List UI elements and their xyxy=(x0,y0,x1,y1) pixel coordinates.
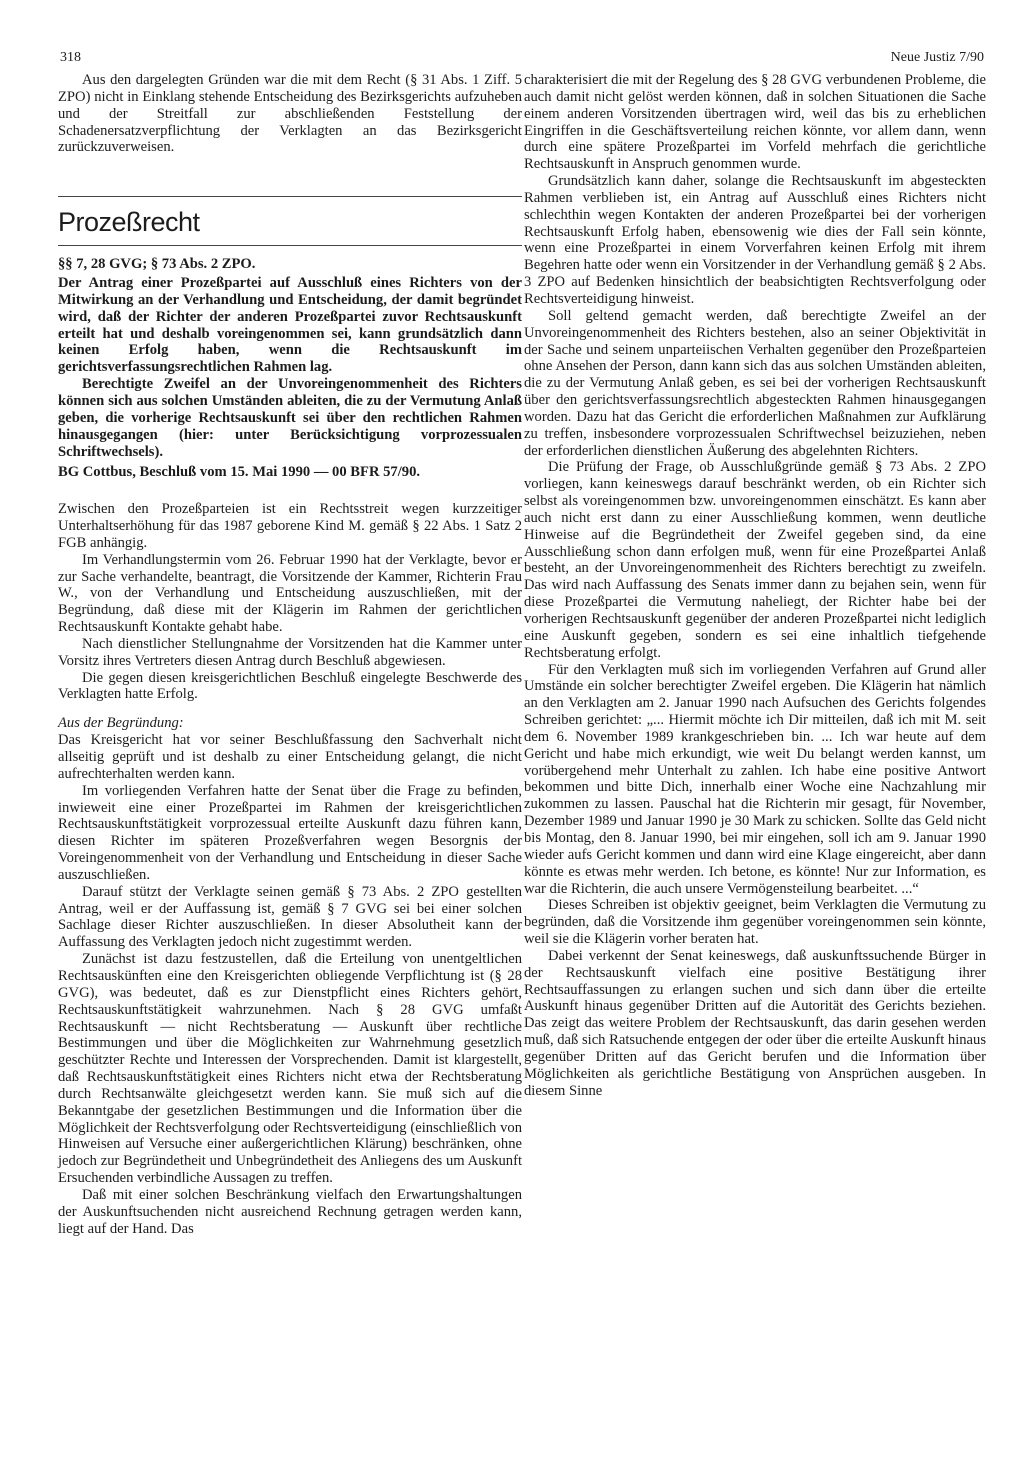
body-paragraph: Dabei verkennt der Senat keineswegs, daß auskunftssuchende Bürger in der Rechtsauskunft vielfach eine positive Bestätigung ihrer Rechtsauffassungen zu erlangen suchen und sich dann über die erteilte Auskunft hinaus gegenüber Dritten auf die Autorität des Gerichts beziehen. Das zeigt das weitere Problem der Rechtsauskunft, das darin gesehen werden muß, daß sich Ratsuchende entgegen der oder über die erteilte Auskunft hinaus gegenüber Dritten auf das Gericht berufen und die Information über Möglichkeiten als gerichtliche Bestätigung von Ansprüchen ausgeben. In diesem Sinne xyxy=(524,947,986,1099)
intro-paragraph: Aus den dargelegten Gründen war die mit dem Recht (§ 31 Abs. 1 Ziff. 5 ZPO) nicht in Einklang stehende Entscheidung des Bezirksgerichts aufzuheben und der Streitfall zur abschließenden Feststellung der Schadenersatzverpflichtung der Verklagten an das Bezirksgericht zurückzuverweisen. xyxy=(58,72,522,156)
page-number: 318 xyxy=(60,50,81,65)
facts-paragraph: Die gegen diesen kreisgerichtlichen Beschluß eingelegte Beschwerde des Verklagten hatte Erfolg. xyxy=(58,669,522,703)
facts-paragraph: Zwischen den Prozeßparteien ist ein Rechtsstreit wegen kurzzeitiger Unterhaltserhöhung für das 1987 geborene Kind M. gemäß § 22 Abs. 1 Satz 2 FGB anhängig. xyxy=(58,501,522,551)
section-rule-top xyxy=(58,196,522,197)
body-paragraph: Grundsätzlich kann daher, solange die Rechtsauskunft im abgesteckten Rahmen verblieben ist, ein Antrag auf Ausschluß eines Richters nicht schlechthin wegen Kontakten der anderen Prozeßpartei bei der vorherigen Rechtsauskunft Erfolg haben, ebensowenig wie dies der Fall sein könnte, wenn eine Prozeßpartei in einem Vorverfahren keinen Erfolg mit ihrem Begehren hatte oder wenn ein Vorsitzender in der Verhandlung gemäß § 2 Abs. 3 ZPO auf Bedenken hinsichtlich der beabsichtigten Rechtsverfolgung oder Rechtsverteidigung hinweist. xyxy=(524,173,986,307)
facts-paragraph: Im Verhandlungstermin vom 26. Februar 1990 hat der Verklagte, bevor er zur Sache verhandelte, beantragt, die Vorsitzende der Kammer, Richterin Frau W., von der Verhandlung und Entscheidung auszuschließen, mit der Begründung, daß diese mit der Klägerin im Rahmen der gerichtlichen Rechtsauskunft Kontakte gehabt habe. xyxy=(58,551,522,636)
body-paragraph: Für den Verklagten muß sich im vorliegenden Verfahren auf Grund aller Umstände ein solcher berechtigter Zweifel ergeben. Die Klägerin hat nämlich an den Verklagten am 2. Januar 1990 nach Aufsuchen des Gerichts folgendes Schreiben gerichtet: „... Hiermit möchte ich Dir mitteilen, daß ich mit M. seit dem 6. November 1989 krankgeschrieben bin. ... Ich war heute auf dem Gericht und habe mich erkundigt, wie weit Du belangt werden kannst, um vorübergehend mehr Unterhalt zu zahlen. Ich habe eine positive Antwort bekommen und bitte Dich, innerhalb einer Woche eine Nachzahlung mir zukommen zu lassen. Pauschal hat die Richterin mir gesagt, für November, Dezember 1989 und Januar 1990 je 30 Mark zu schicken. Sollte das Geld nicht bis Montag, den 8. Januar 1990, bei mir eingehen, soll ich am 9. Januar 1990 wieder aufs Gericht kommen und dann wird eine Klage eingereicht, aber dann könnte es etwas mehr werden. Ich betone, es könnte! Nur zur Information, es war die Richterin, die auch unsere Vermögensteilung bearbeitet. ...“ xyxy=(524,661,987,897)
facts-paragraph: Nach dienstlicher Stellungnahme der Vorsitzenden hat die Kammer unter Vorsitz ihres Vertreters diesen Antrag durch Beschluß abgewiesen. xyxy=(58,635,522,669)
body-paragraph: Die Prüfung der Frage, ob Ausschlußgründe gemäß § 73 Abs. 2 ZPO vorliegen, kann keineswegs darauf beschränkt werden, ob ein Richter sich selbst als voreingenommen bzw. unvoreingenommen einschätzt. Es kann aber auch nicht erst dann zu einer Ausschließung kommen, wenn deutliche Hinweise auf die Begründetheit der Zweifel gegeben sind, da eine Ausschließung schon dann erfolgen muß, wenn für eine Prozeßpartei Anlaß besteht, an der Unvoreingenommenheit des Richters berechtigt zu zweifeln. Das wird nach Auffassung des Senats immer dann zu bejahen sein, wenn für diese Prozeßpartei die Vermutung naheliegt, der Richter habe bei der vorherigen Rechtsauskunft gegenüber der anderen Prozeßpartei nicht lediglich eine Auskunft gegeben, sondern es sei eine inhaltlich tiefgehende Rechtsberatung erfolgt. xyxy=(524,459,986,661)
norms-citation: §§ 7, 28 GVG; § 73 Abs. 2 ZPO. xyxy=(58,256,256,273)
court-citation: BG Cottbus, Beschluß vom 15. Mai 1990 — 00 BFR 57/90. xyxy=(58,464,421,481)
reasons-paragraph: Im vorliegenden Verfahren hatte der Senat über die Frage zu befinden, inwieweit eine einer Prozeßpartei im Rahmen der kreisgerichtlichen Rechtsauskunftstätigkeit vorprozessual erteilte Auskunft dazu führen kann, diesen Richter im späteren Prozeßverfahren wegen Besorgnis der Voreingenommenheit von der Verhandlung und Entscheidung in dieser Sache auszuschließen. xyxy=(58,782,522,883)
body-paragraph: charakterisiert die mit der Regelung des § 28 GVG verbundenen Probleme, die auch damit nicht gelöst werden können, daß in solchen Situationen die Sache einem anderen Vorsitzenden übertragen wird, weil das bis zu erheblichen Eingriffen in die Geschäftsverteilung reichen könnte, vor allem dann, wenn durch eine spätere Prozeßpartei im Vorfeld mehrfach die gerichtliche Rechtsauskunft in Anspruch genommen wurde. xyxy=(524,72,986,173)
body-paragraph: Dieses Schreiben ist objektiv geeignet, beim Verklagten die Vermutung zu begründen, daß die Vorsitzende ihm gegenüber voreingenommen sein könnte, weil sie die Klägerin vorher beraten hat. xyxy=(524,897,986,948)
reasons-paragraph: Zunächst ist dazu festzustellen, daß die Erteilung von unentgeltlichen Rechtsauskünften eine den Kreisgerichten obliegende Verpflichtung ist (§ 28 GVG), was bedeutet, daß es zur Dienstpflicht eines Richters gehört, Rechtsauskunftstätigkeit wahrzunehmen. Nach § 28 GVG umfaßt Rechtsauskunft — nicht Rechtsberatung — Auskunft über rechtliche Bestimmungen und über die Möglichkeiten zur Wahrnehmung gesetzlich geschützter Rechte und Interessen der Vorsprechenden. Damit ist klargestellt, daß Rechtsauskunftstätigkeit eines Richters nicht etwa der Rechtsberatung durch Rechtsanwälte gleichgesetzt werden kann. Sie muß sich auf die Bekanntgabe der gesetzlichen Bestimmungen und die Information über die Möglichkeit der Rechtsverfolgung oder Rechtsverteidigung (einschließlich von Hinweisen auf Versuche einer außergerichtlichen Klärung) beschränken, ohne jedoch zur Begründetheit und Unbegründetheit des Anliegens des um Auskunft Ersuchenden verbindliche Aussagen zu treffen. xyxy=(58,951,522,1187)
headnote-2: Berechtigte Zweifel an der Unvoreingenommenheit des Richters können sich aus solchen Umständen ableiten, die zu der Vermutung Anlaß geben, die vorherige Rechtsauskunft sei über den rechtlichen Rahmen hinausgegangen (hier: unter Berücksichtigung vorprozessualen Schriftwechsels). xyxy=(58,376,522,460)
reasons-paragraph: Darauf stützt der Verklagte seinen gemäß § 73 Abs. 2 ZPO gestellten Antrag, weil er der Auffassung ist, gemäß § 7 GVG sei bei einer solchen Sachlage dieser Richter auszuschließen. In dieser Absolutheit kann der Auffassung des Verklagten jedoch nicht zugestimmt werden. xyxy=(58,883,522,951)
reasons-paragraph: Das Kreisgericht hat vor seiner Beschlußfassung den Sachverhalt nicht allseitig geprüft und ist deshalb zu einer Entscheidung gelangt, die nicht aufrechterhalten werden kann. xyxy=(58,732,522,782)
reasons-heading: Aus der Begründung: xyxy=(58,715,184,732)
section-title: Prozeßrecht xyxy=(58,207,200,238)
reasons-paragraph: Daß mit einer solchen Beschränkung vielfach den Erwartungshaltungen der Auskunftsuchenden nicht ausreichend Rechnung getragen werden kann, liegt auf der Hand. Das xyxy=(58,1186,522,1237)
right-column xyxy=(524,72,986,1099)
body-paragraph: Soll geltend gemacht werden, daß berechtigte Zweifel an der Unvoreingenommenheit des Richters bestehen, also an seiner Objektivität in der Sache und seinem unparteiischen Verhalten gegenüber den Prozeßparteien ohne Ansehen der Person, dann kann sich das aus solchen Umständen ableiten, die zu der Vermutung Anlaß geben, es sei bei der vorherigen Rechtsauskunft über den gerichtsverfassungsrechtlich abgesteckten Rahmen hinausgegangen worden. Dazu hat das Gericht die erforderlichen Maßnahmen zur Aufklärung zu treffen, insbesondere vorprozessualen Schriftwechsel beizuziehen, neben der erforderlichen dienstlichen Äußerung des abgelehnten Richters. xyxy=(524,307,986,459)
page-header xyxy=(60,50,984,70)
journal-issue: Neue Justiz 7/90 xyxy=(890,50,984,65)
section-rule-bottom xyxy=(58,245,522,246)
headnote-1: Der Antrag einer Prozeßpartei auf Ausschluß eines Richters von der Mitwirkung an der Verhandlung und Entscheidung, der damit begründet wird, daß der Richter der anderen Prozeßpartei zuvor Rechtsauskunft erteilt hat und deshalb voreingenommen sei, kann grundsätzlich dann keinen Erfolg haben, wenn die Rechtsauskunft im gerichtsverfassungsrechtlichen Rahmen lag. xyxy=(58,275,522,376)
left-column xyxy=(58,72,522,1237)
